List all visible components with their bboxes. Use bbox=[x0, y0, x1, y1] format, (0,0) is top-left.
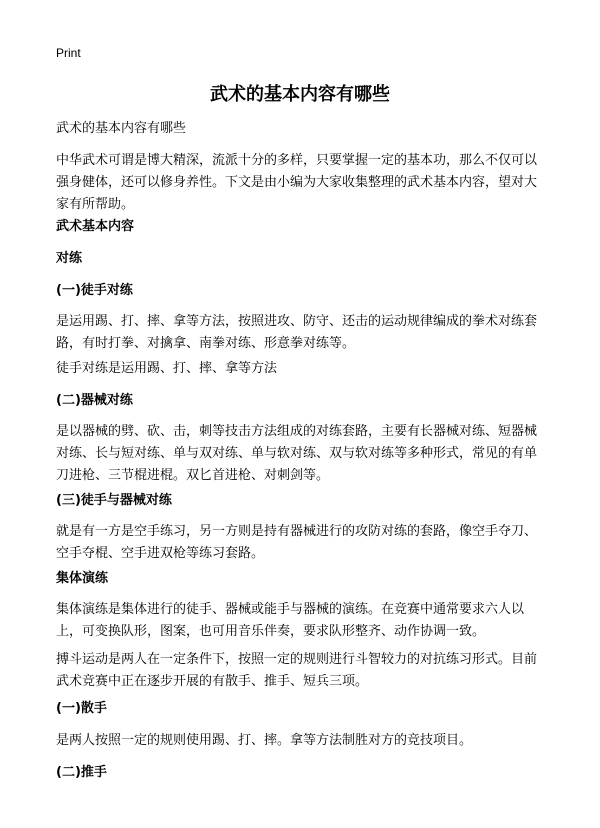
subheading-sanshou: (一)散手 bbox=[56, 701, 107, 716]
section-heading-duilian: 对练 bbox=[56, 251, 83, 266]
subheading-tushou-qixie: (三)徒手与器械对练 bbox=[56, 493, 172, 508]
paragraph-bodou: 搏斗运动是两人在一定条件下，按照一定的规则进行斗智较力的对抗练习形式。目前武术竞赛中正在逐步开展的有散手、推手、短兵三项。 bbox=[56, 652, 538, 689]
paragraph-tushou-2: 徒手对练是运用踢、打、摔、拿等方法 bbox=[56, 361, 278, 376]
paragraph-sanshou: 是两人按照一定的规则使用踢、打、摔。拿等方法制胜对方的竞技项目。 bbox=[56, 733, 473, 748]
subheading-tuishou: (二)推手 bbox=[56, 765, 107, 780]
subheading-tushou: (一)徒手对练 bbox=[56, 283, 133, 298]
article-subtitle: 武术的基本内容有哪些 bbox=[56, 121, 187, 136]
paragraph-jiti: 集体演练是集体进行的徒手、器械或能手与器械的演练。在竞赛中通常要求六人以上，可变换队形，图案，也可用音乐伴奏，要求队形整齐、动作协调一致。 bbox=[56, 602, 525, 639]
paragraph-qixie: 是以器械的劈、砍、击，刺等技击方法组成的对练套路，主要有长器械对练、短器械对练、长与短对练、单与双对练、单与软对练、双与软对练等多种形式，常见的有单刀进枪、三节棍进棍。双匕首进枪、对刺剑等。 bbox=[56, 424, 538, 483]
section-heading-main: 武术基本内容 bbox=[56, 219, 135, 234]
page-title: 武术的基本内容有哪些 bbox=[210, 84, 390, 105]
intro-paragraph: 中华武术可谓是博大精深，流派十分的多样，只要掌握一定的基本功，那么不仅可以强身健体，还可以修身养性。下文是由小编为大家收集整理的武术基本内容，望对大家有所帮助。 bbox=[56, 153, 538, 212]
subheading-qixie: (二)器械对练 bbox=[56, 393, 133, 408]
paragraph-tushou-1: 是运用踢、打、摔、拿等方法，按照进攻、防守、还击的运动规律编成的拳术对练套路，有时打拳、对擒拿、南拳对练、形意拳对练等。 bbox=[56, 314, 538, 351]
print-link[interactable]: Print bbox=[56, 46, 81, 60]
section-heading-jiti: 集体演练 bbox=[56, 571, 109, 586]
paragraph-tushou-qixie: 就是有一方是空手练习，另一方则是持有器械进行的攻防对练的套路，像空手夺刀、空手夺棍、空手进双枪等练习套路。 bbox=[56, 524, 538, 561]
